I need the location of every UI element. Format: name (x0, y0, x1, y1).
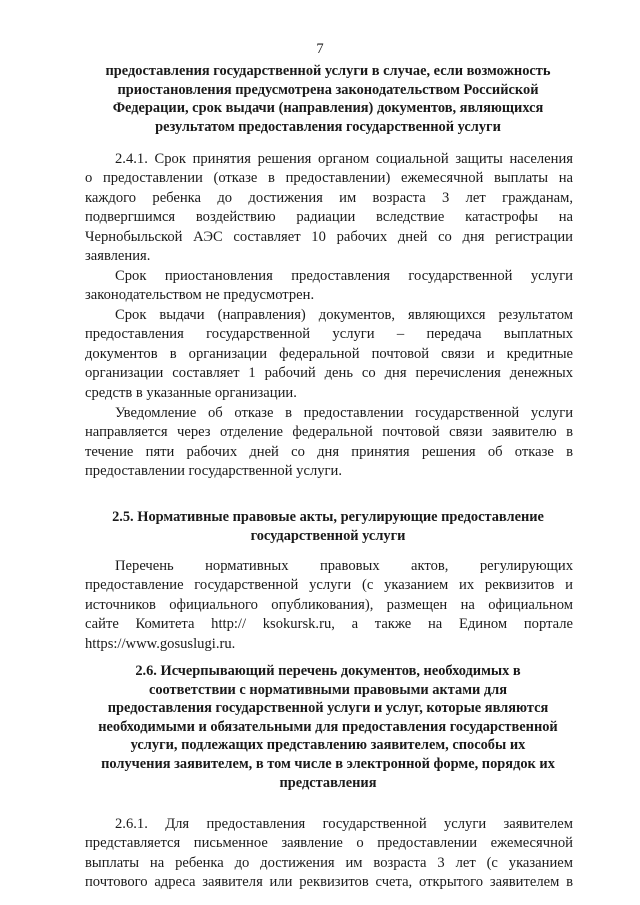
paragraph-line: источников официального опубликования), размещен на официальном (85, 596, 573, 613)
heading-line: государственной услуги (250, 527, 406, 544)
paragraph-2-6-1 (85, 815, 573, 893)
paragraph-issue-term (85, 306, 573, 403)
heading-line: услуги, подлежащих представлению заявителем, способы их (130, 737, 526, 754)
heading-line: результатом предоставления государственной услуги (155, 118, 501, 135)
paragraph-line: Уведомление об отказе в предоставлении государственной услуги (115, 405, 573, 421)
heading-line: приостановления предусмотрена законодательством Российской (117, 81, 539, 98)
paragraph-line: течение пяти рабочих дней со дня принятия решения об отказе в (85, 443, 573, 460)
paragraph-line: заявления. (85, 248, 151, 265)
paragraph-line: предоставления государственной услуги – передача выплатных (85, 326, 573, 343)
paragraph-line: представляется письменное заявление о предоставлении ежемесячной (85, 835, 573, 852)
paragraph-line: подвергшимся воздействию радиации вследствие катастрофы на (85, 209, 573, 226)
paragraph-line: документов в организации федеральной почтовой связи и кредитные (85, 345, 573, 362)
paragraph-line: средств в указанные организации. (85, 384, 297, 401)
paragraph-line: о предоставлении (отказе в предоставлении) ежемесячной выплаты на (85, 170, 573, 187)
paragraph-line: Срок выдачи (направления) документов, являющихся результатом (115, 307, 573, 323)
paragraph-suspension-term (85, 267, 573, 306)
paragraph-line: 2.4.1. Срок принятия решения органом социальной защиты населения (115, 151, 573, 167)
heading-line: 2.6. Исчерпывающий перечень документов, необходимых в (135, 663, 521, 679)
paragraph-line: https://www.gosuslugi.ru. (85, 635, 236, 652)
heading-line: 2.5. Нормативные правовые акты, регулирующие предоставление (112, 509, 544, 525)
paragraph-line: сайте Комитета http:// ksokursk.ru, а также на Едином портале (85, 616, 573, 633)
paragraph-line: направляется через отделение федеральной почтовой связи заявителю в (85, 424, 573, 441)
section-heading-2-4-continued (80, 62, 576, 136)
paragraph-2-4-1 (85, 150, 573, 266)
paragraph-line: каждого ребенка до достижения им возраста 3 лет гражданам, (85, 189, 573, 206)
paragraph-line: 2.6.1. Для предоставления государственной услуги заявителем (115, 816, 573, 832)
heading-line: Федерации, срок выдачи (направления) документов, являющихся (112, 100, 544, 117)
paragraph-line: законодательством не предусмотрен. (85, 287, 315, 304)
heading-line: представления (279, 774, 377, 791)
paragraph-line: почтового адреса заявителя или реквизитов счета, открытого заявителем в (85, 874, 573, 891)
paragraph-line: предоставлении государственной услуги. (85, 463, 342, 480)
paragraph-2-5 (85, 557, 573, 654)
paragraph-refusal-notice (85, 404, 573, 482)
paragraph-line: организации составляет 1 рабочий день со дня перечисления денежных (85, 365, 573, 382)
paragraph-line: Срок приостановления предоставления государственной услуги (115, 268, 573, 284)
heading-line: необходимыми и обязательными для предоставления государственной (98, 718, 558, 735)
paragraph-line: выплаты на ребенка до достижения им возраста 3 лет (с указанием (85, 854, 573, 871)
paragraph-line: предоставление государственной услуги (с указанием их реквизитов и (85, 577, 573, 594)
page-number: 7 (316, 41, 324, 57)
paragraph-line: Чернобыльской АЭС составляет 10 рабочих дней со дня регистрации (85, 228, 573, 245)
heading-line: получения заявителем, в том числе в электронной форме, порядок их (101, 755, 555, 772)
section-heading-2-6 (80, 662, 576, 792)
section-heading-2-5 (80, 508, 576, 545)
heading-line: предоставления государственной услуги в случае, если возможность (105, 63, 551, 79)
paragraph-line: Перечень нормативных правовых актов, регулирующих (115, 558, 573, 574)
heading-line: соответствии с нормативными правовыми актами для (148, 681, 508, 698)
heading-line: предоставления государственной услуги и услуг, которые являются (107, 700, 549, 717)
